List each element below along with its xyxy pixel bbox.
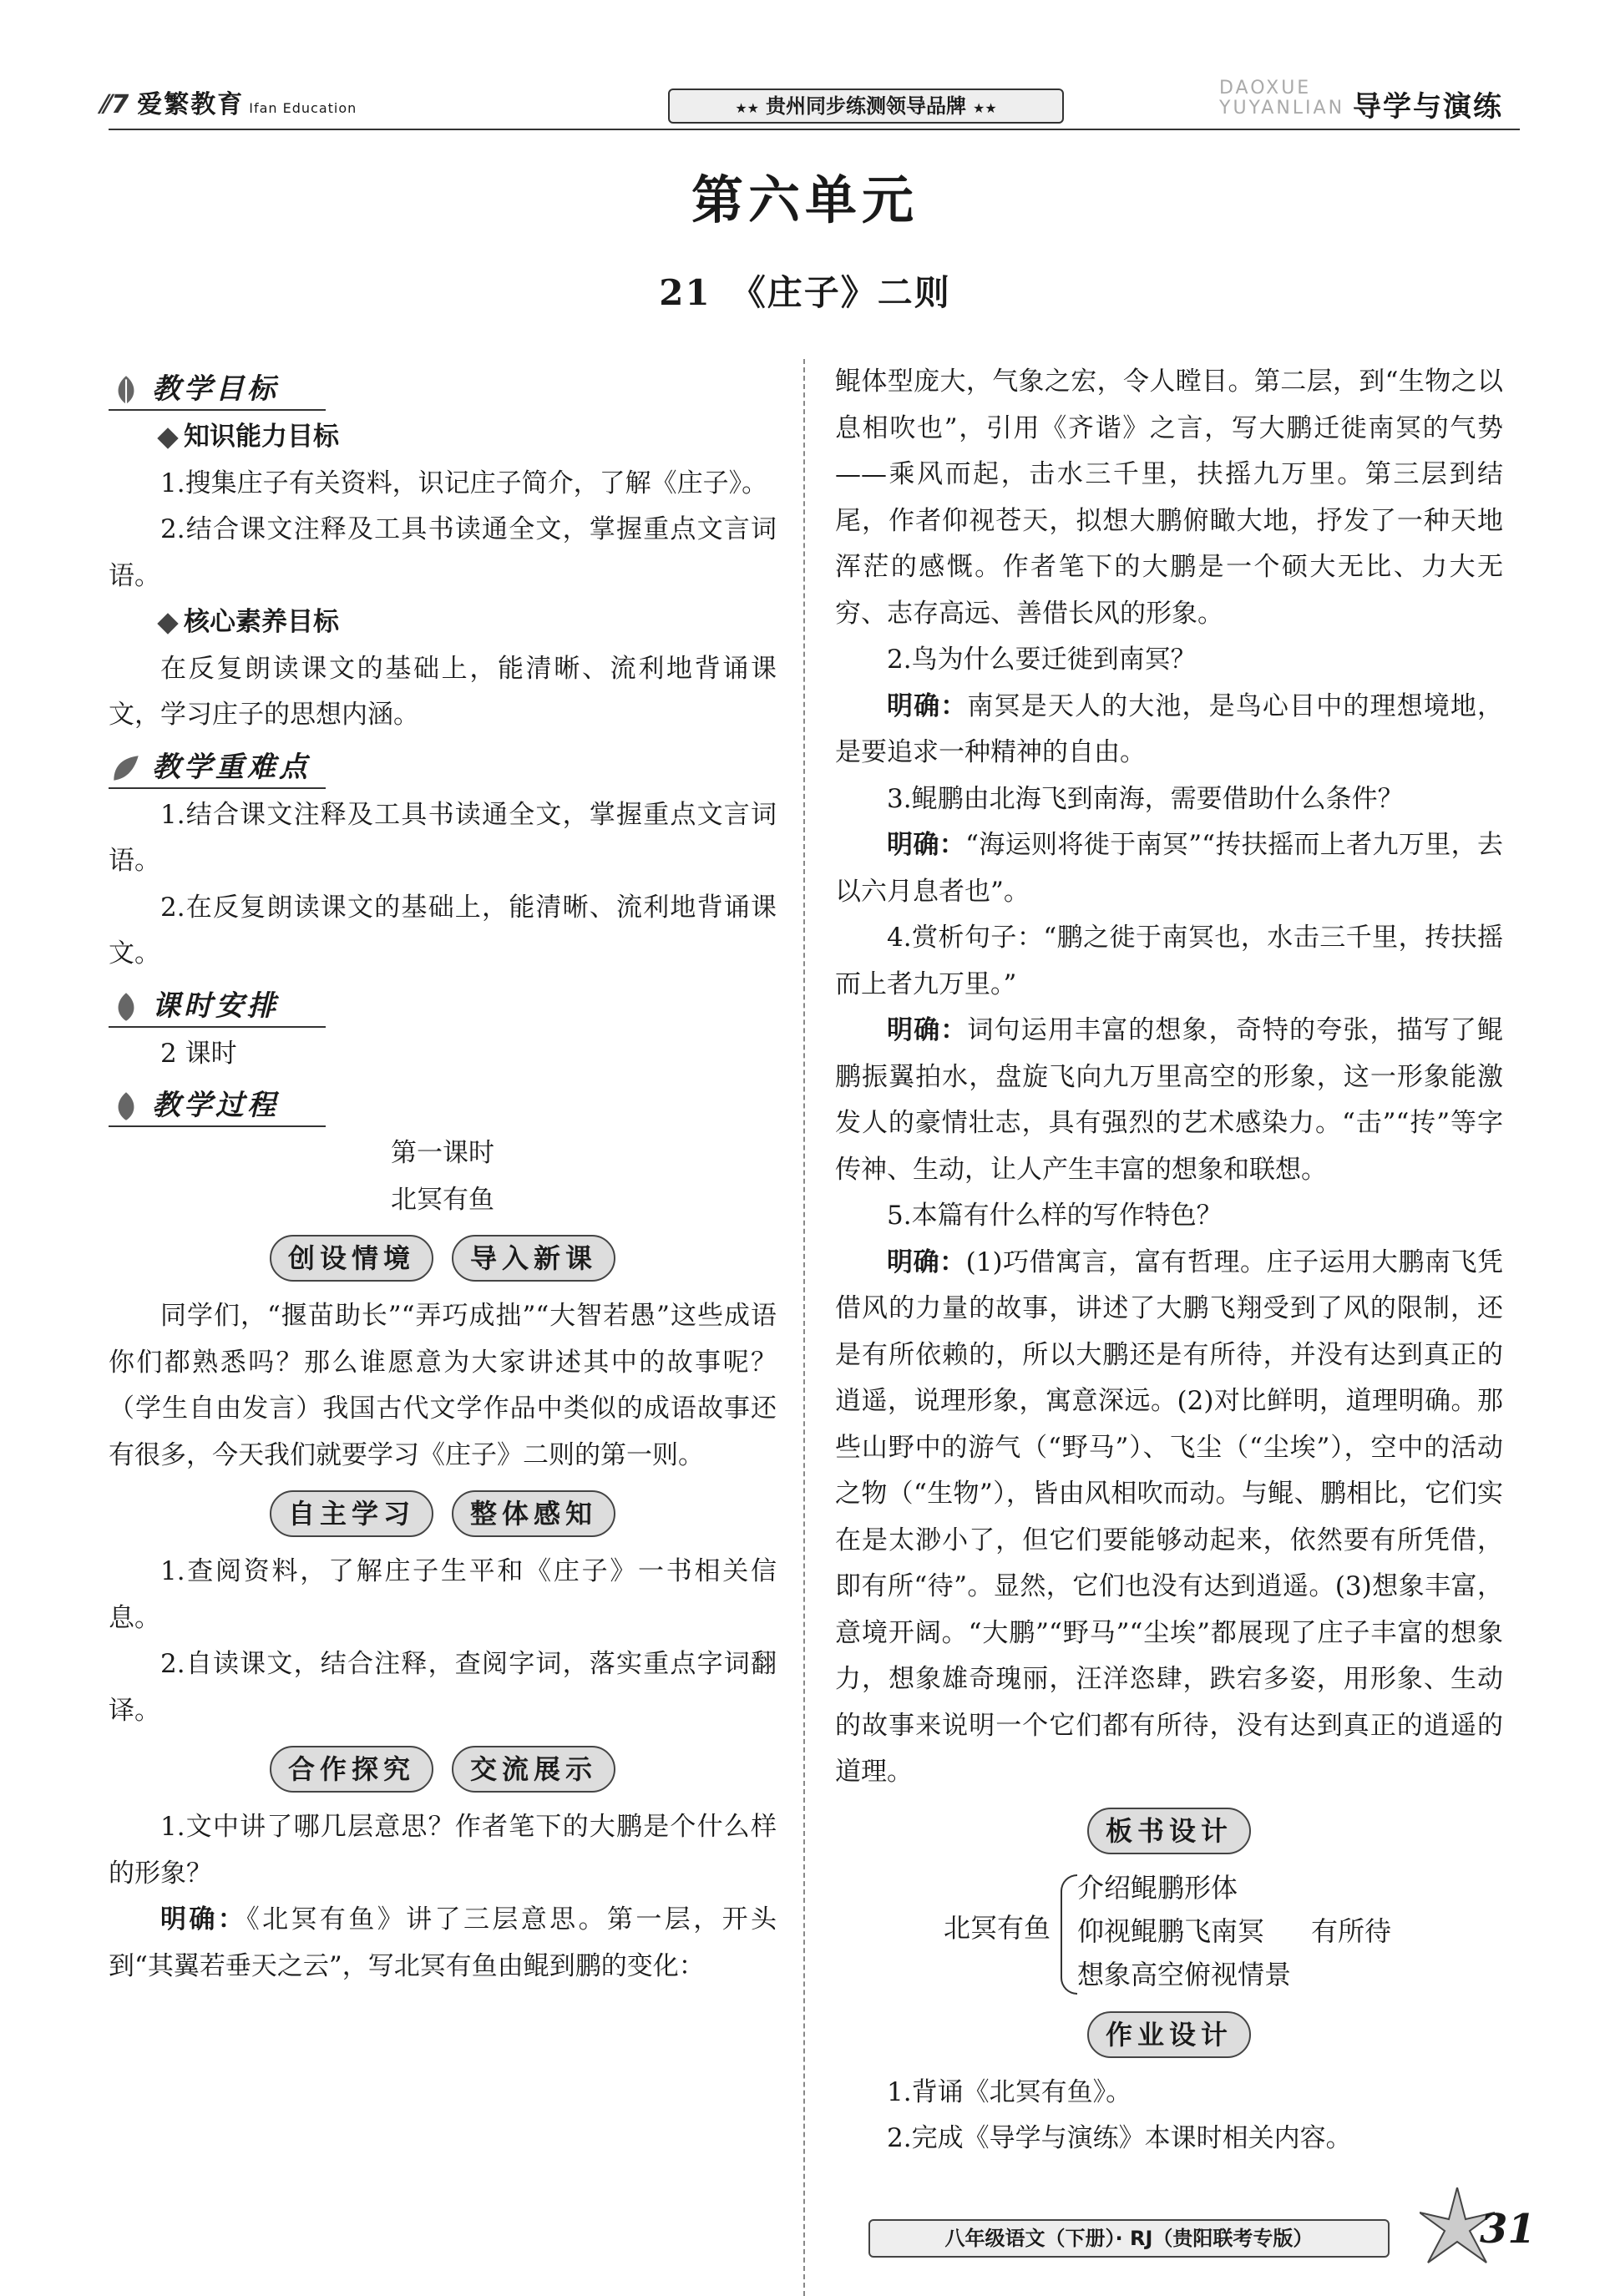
stage-heading-cooperation <box>109 1746 777 1793</box>
brace-icon <box>1061 1874 1077 1995</box>
left-column <box>109 366 777 1990</box>
leaf-icon <box>109 1089 144 1124</box>
answer-label: 明确： <box>887 830 966 860</box>
subheading-knowledge <box>109 414 777 461</box>
section-title: 教学重难点 <box>152 750 311 784</box>
right-column <box>835 359 1503 2162</box>
board-line: 仰视鲲鹏飞南冥 <box>1077 1914 1265 1947</box>
section-heading-goals <box>109 366 777 414</box>
answer-paragraph <box>835 1008 1503 1193</box>
paragraph: 1.文中讲了哪几层意思？作者笔下的大鹏是个什么样的形象？ <box>109 1812 777 1889</box>
answer-text: 词句运用丰富的想象，奇特的夸张，描写了鲲鹏振翼拍水，盘旋飞向九万里高空的形象，这一形象能激发人的豪情壮志，具有强烈的艺术感染力。“击”“抟”等字传神、生动，让人产生丰富的想象和联想。 <box>835 1015 1504 1185</box>
section-title: 教学目标 <box>152 372 279 407</box>
answer-label: 明确： <box>887 1015 968 1045</box>
answer-paragraph <box>835 1240 1503 1796</box>
homework-item: 2.完成《导学与演练》本课时相关内容。 <box>887 2123 1352 2153</box>
paragraph: 1.搜集庄子有关资料，识记庄子简介，了解《庄子》。 <box>160 468 768 498</box>
paragraph: 2.结合课文注释及工具书读通全文，掌握重点文言词语。 <box>109 514 777 591</box>
period-label: 第一课时 <box>391 1138 494 1168</box>
answer-text: 南冥是天人的大池，是鸟心目中的理想境地，是要追求一种精神的自由。 <box>835 690 1504 767</box>
stage-heading-self-study <box>109 1490 777 1537</box>
answer-text: (1)巧借寓言，富有哲理。庄子运用大鹏南飞凭借风的力量的故事，讲述了大鹏飞翔受到了风的限制，还是有所依赖的，所以大鹏还是有所待，并没有达到真正的逍遥，说理形象，寓意深远。(2)对比鲜明，道理明确。那些山野中的游气（“野马”）、飞尘（“尘埃”），空中的活动之物（“生物”），皆由风相吹而动。与鲲、鹏相比，它们实在是太渺小了，但它们要能够动起来，依然要有所凭借，即有所“待”。显然，它们也没有达到逍遥。(3)想象丰富，意境开阔。“大鹏”“野马”“尘埃”都展现了庄子丰富的想象力，想象雄奇瑰丽，汪洋恣肆，跌宕多姿，用形象、生动的故事来说明一个它们都有所待，没有达到真正的逍遥的道理。 <box>835 1247 1503 1787</box>
header-watermark <box>1219 78 1344 119</box>
question: 3.鲲鹏由北海飞到南海，需要借助什么条件？ <box>887 783 1404 814</box>
paragraph: 同学们，“揠苗助长”“弄巧成拙”“大智若愚”这些成语你们都熟悉吗？那么谁愿意为大家讲述其中的故事呢？（学生自由发言）我国古代文学作品中类似的成语故事还有很多，今天我们就要学习《庄子》二则的第一则。 <box>109 1301 777 1470</box>
watermark-line-2: YUYANLIAN <box>1219 98 1345 119</box>
leaf-icon <box>109 751 144 786</box>
answer-label: 明确： <box>887 1247 966 1277</box>
stage-pill: 板书设计 <box>1087 1808 1251 1854</box>
page-number: 31 <box>1480 2206 1536 2253</box>
paragraph: 鲲体型庞大，气象之宏，令人瞠目。第二层，到“生物之以息相吹也”，引用《齐谐》之言，写大鹏迁徙南冥的气势——乘风而起，击水三千里，扶摇九万里。第三层到结尾，作者仰视苍天，拟想大鹏俯瞰大地，抒发了一种天地浑茫的感慨。作者笔下的大鹏是一个硕大无比、力大无穷、志存高远、善借长风的形象。 <box>835 367 1503 629</box>
star-icon: ★★ <box>735 100 759 116</box>
section-heading-schedule <box>109 983 777 1031</box>
question: 5.本篇有什么样的写作特色？ <box>887 1201 1223 1231</box>
homework-item: 1.背诵《北冥有鱼》。 <box>887 2076 1132 2107</box>
logo-subtext: Ifan Education <box>249 100 357 116</box>
answer-paragraph <box>835 684 1503 776</box>
leaf-icon <box>109 372 144 407</box>
watermark-line-1: DAOXUE <box>1219 78 1312 99</box>
diamond-bullet-icon <box>157 427 178 448</box>
diamond-bullet-icon <box>157 613 178 634</box>
star-icon: ★★ <box>973 100 997 116</box>
book-title: 导学与演练 <box>1353 90 1503 124</box>
board-design <box>835 1866 1503 2000</box>
lesson-title: 21 《庄子》二则 <box>659 272 951 313</box>
section-heading-process <box>109 1082 777 1130</box>
stage-pill: 创设情境 <box>270 1235 433 1282</box>
leaf-icon <box>109 989 144 1024</box>
subheading-text: 知识能力目标 <box>184 422 339 452</box>
section-title: 课时安排 <box>152 989 279 1023</box>
stage-pill: 作业设计 <box>1087 2011 1251 2058</box>
header-rule <box>109 129 1520 130</box>
paragraph: 1.查阅资料，了解庄子生平和《庄子》一书相关信息。 <box>109 1556 777 1633</box>
answer-label: 明确： <box>887 690 968 721</box>
answer-paragraph <box>109 1897 777 1990</box>
stage-pill: 交流展示 <box>452 1746 615 1793</box>
board-title: 北冥有鱼 <box>944 1911 1051 1944</box>
paragraph: 2.在反复朗读课文的基础上，能清晰、流利地背诵课文。 <box>109 892 777 968</box>
paragraph: 在反复朗读课文的基础上，能清晰、流利地背诵课文，学习庄子的思想内涵。 <box>109 653 777 730</box>
board-conclusion: 有所待 <box>1311 1914 1392 1947</box>
answer-text: 《北冥有鱼》讲了三层意思。第一层，开头到“其翼若垂天之云”，写北冥有鱼由鲲到鹏的变化： <box>109 1904 777 1981</box>
section-heading-key-points <box>109 744 777 792</box>
logo-mark-icon: ⫽7 <box>99 90 131 119</box>
footer-grade-banner: 八年级语文（下册）· RJ（贵阳联考专版） <box>868 2219 1390 2258</box>
paragraph: 2.自读课文，结合注释，查阅字词，落实重点字词翻译。 <box>109 1649 777 1726</box>
question: 2.鸟为什么要迁徙到南冥？ <box>887 645 1197 675</box>
unit-title: 第六单元 <box>691 169 919 230</box>
question: 4.赏析句子：“鹏之徙于南冥也，水击三千里，抟扶摇而上者九万里。” <box>835 923 1503 999</box>
stage-pill: 合作探究 <box>270 1746 433 1793</box>
section-title: 教学过程 <box>152 1089 279 1123</box>
header-brand-banner <box>668 89 1064 124</box>
answer-paragraph <box>835 822 1503 915</box>
answer-label: 明确： <box>160 1904 247 1934</box>
answer-text: “海运则将徙于南冥”“抟扶摇而上者九万里，去以六月息者也”。 <box>835 830 1504 907</box>
brand-text: 贵州同步练测领导品牌 <box>766 94 966 118</box>
column-divider <box>803 359 807 2296</box>
stage-pill: 自主学习 <box>270 1490 433 1537</box>
stage-heading-homework <box>835 2011 1503 2058</box>
stage-pill: 整体感知 <box>452 1490 615 1537</box>
subheading-text: 核心素养目标 <box>184 607 339 637</box>
publisher-logo <box>99 83 357 120</box>
paragraph: 2 课时 <box>160 1038 237 1069</box>
board-line: 介绍鲲鹏形体 <box>1077 1871 1238 1904</box>
logo-text: 爱繁教育 <box>137 90 245 119</box>
board-line: 想象高空俯视情景 <box>1077 1958 1292 1990</box>
stage-pill: 导入新课 <box>452 1235 615 1282</box>
subheading-core <box>109 599 777 646</box>
paragraph: 1.结合课文注释及工具书读通全文，掌握重点文言词语。 <box>109 799 777 876</box>
stage-heading-intro <box>109 1235 777 1282</box>
text-title: 北冥有鱼 <box>391 1184 494 1215</box>
stage-heading-board <box>835 1808 1503 1854</box>
